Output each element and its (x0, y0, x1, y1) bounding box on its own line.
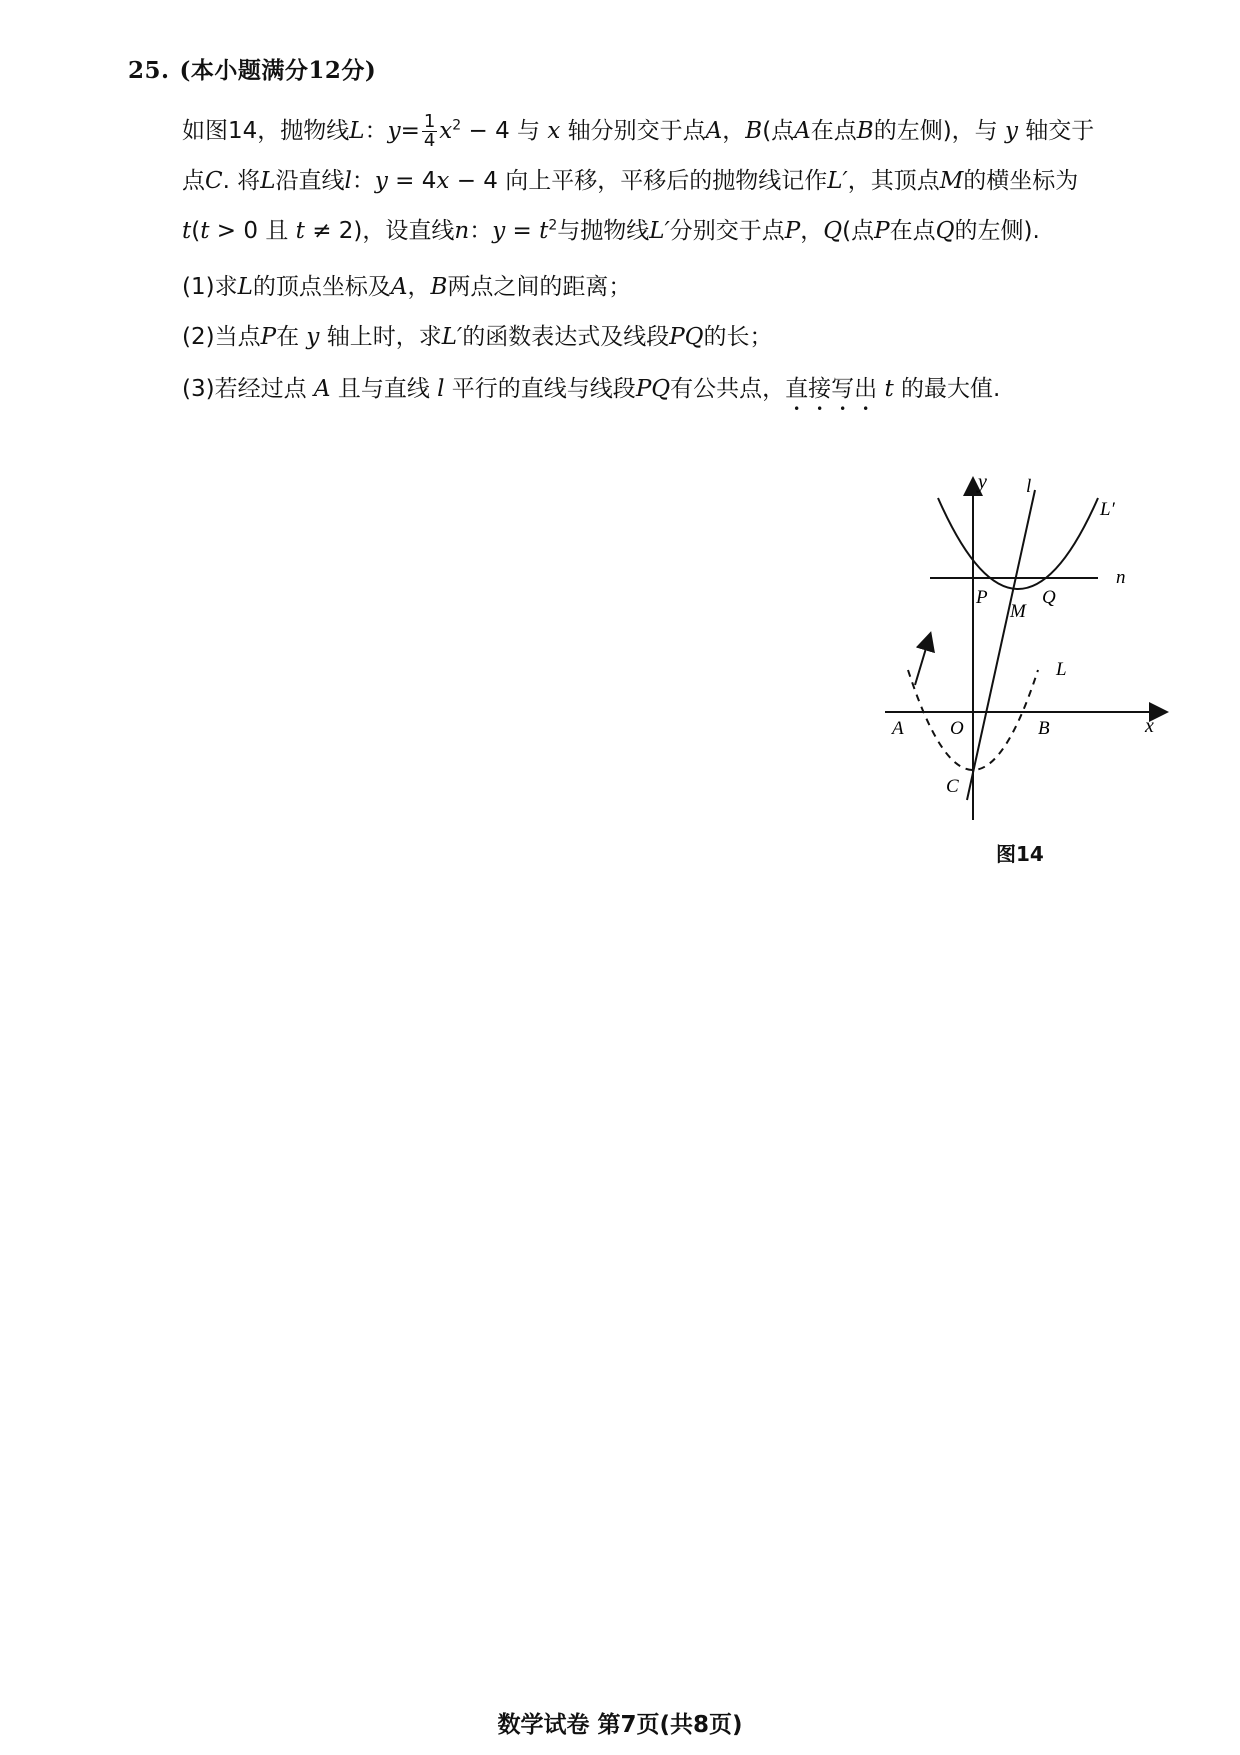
part-3: (3)若经过点 A 且与直线 l 平行的直线与线段PQ有公共点，直接写出 t 的最大值. (182, 376, 1001, 402)
label-point-p: P (976, 587, 988, 608)
part-1: (1)求L的顶点坐标及A，B两点之间的距离； (182, 274, 632, 300)
label-line-l: l (1026, 476, 1032, 497)
parabola-L-prime (938, 498, 1098, 589)
question-header (128, 52, 376, 85)
figure-caption: 图14 (996, 842, 1044, 866)
label-point-q: Q (1042, 587, 1056, 608)
emphasized-text: 直接写出 (785, 376, 878, 402)
label-point-b: B (1038, 718, 1050, 739)
label-parabola-l-prime: L′ (1100, 499, 1115, 520)
label-line-n: n (1116, 567, 1126, 588)
page-footer: 数学试卷 第7页(共8页) (497, 1712, 743, 1738)
label-x-axis: x (1145, 715, 1154, 737)
label-point-m: M (1010, 601, 1026, 622)
label-y-axis: y (978, 471, 987, 493)
part-2: (2)当点P在 y 轴上时，求L′的函数表达式及线段PQ的长； (182, 324, 773, 350)
line-l (967, 490, 1035, 800)
label-origin: O (950, 718, 964, 739)
fraction-one-quarter: $\frac{1}{4}$ (423, 111, 436, 151)
stem-line-1: 如图14，抛物线L：y= $\frac{1}{4}$ $x^2 - 4$ 与 x 轴分别交于点A，B(点A在点B的左侧)，与 y 轴交于 (182, 111, 1095, 151)
label-point-a: A (892, 718, 904, 739)
label-point-c: C (946, 776, 959, 797)
question-number: 25. (128, 57, 170, 84)
translation-arrow (915, 635, 930, 685)
figure-14 (870, 470, 1180, 830)
stem-line-2: 点C. 将L沿直线l：y = 4x − 4 向上平移，平移后的抛物线记作L′，其顶点M的横坐标为 (182, 168, 1079, 194)
score-note: (本小题满分12分) (179, 57, 377, 84)
label-parabola-l: L (1056, 659, 1067, 680)
stem-line-3: t(t > 0 且 t ≠ 2)，设直线n：$y = t^2$与抛物线L′分别交于点P，Q(点P在点Q的左侧). (182, 217, 1040, 244)
